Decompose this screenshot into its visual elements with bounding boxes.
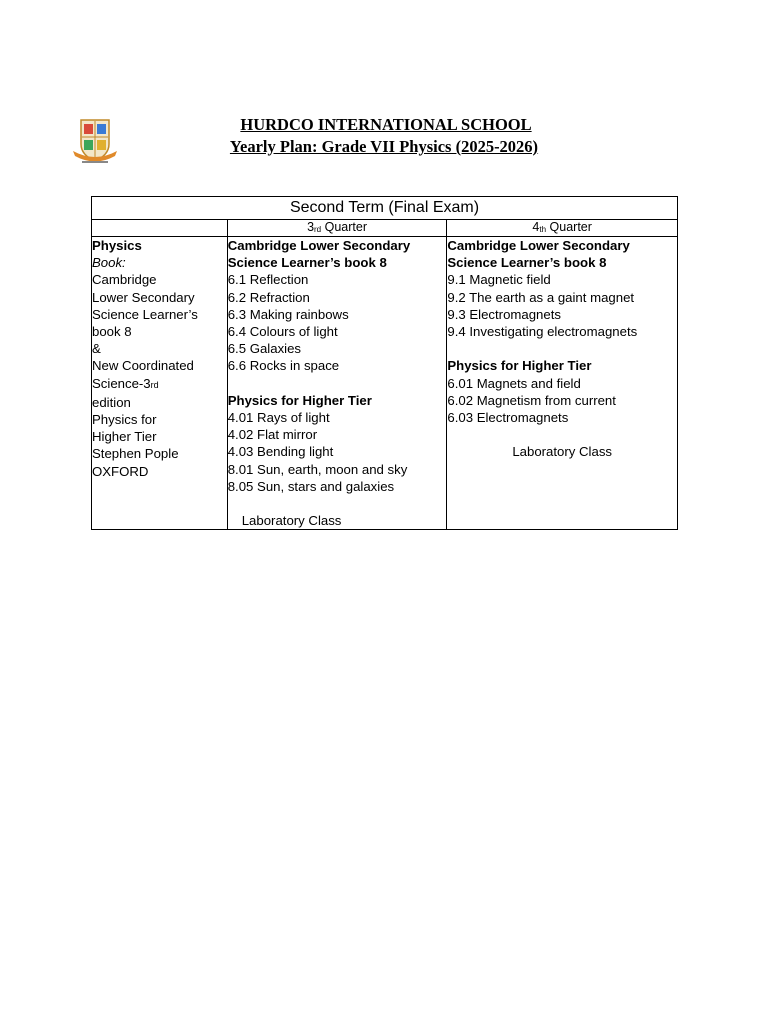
q4-tier-heading: Physics for Higher Tier bbox=[447, 358, 592, 374]
q4-number: 4 bbox=[532, 220, 540, 234]
q3-book-heading: Cambridge Lower Secondary bbox=[227, 238, 411, 253]
yearly-plan-table bbox=[91, 196, 678, 530]
spacer bbox=[447, 340, 677, 357]
q4-word: Quarter bbox=[549, 220, 592, 234]
q3-tier-topic: 8.05 Sun, stars and galaxies bbox=[227, 478, 395, 494]
q4-tier-topic: 6.03 Electromagnets bbox=[447, 410, 569, 426]
q4-tier-topic: 6.01 Magnets and field bbox=[447, 375, 581, 391]
school-name: HURDCO INTERNATIONAL SCHOOL bbox=[240, 115, 532, 134]
term-title: Second Term (Final Exam) bbox=[92, 197, 678, 220]
document-header bbox=[0, 114, 768, 158]
book-line: book 8 bbox=[92, 324, 132, 340]
fourth-quarter-cell bbox=[447, 237, 678, 530]
book-line: Lower Secondary bbox=[92, 289, 195, 305]
science-prefix: Science-3 bbox=[92, 375, 151, 391]
q3-lab-class: Laboratory Class bbox=[241, 513, 342, 529]
q4-topic: 9.2 The earth as a gaint magnet bbox=[447, 289, 635, 305]
subject-label: Physics bbox=[92, 238, 142, 253]
empty-header-cell bbox=[92, 220, 228, 237]
third-quarter-cell bbox=[227, 237, 447, 530]
q3-suffix: rd bbox=[314, 225, 322, 234]
q3-tier-topic: 4.01 Rays of light bbox=[227, 410, 330, 426]
q4-topic: 9.1 Magnetic field bbox=[447, 272, 551, 288]
q3-tier-topic: 8.01 Sun, earth, moon and sky bbox=[227, 461, 408, 477]
spacer bbox=[228, 375, 447, 392]
book-line: Science Learner’s bbox=[92, 306, 198, 322]
q3-topic: 6.1 Reflection bbox=[227, 272, 309, 288]
content-row bbox=[92, 237, 678, 530]
book-line: Cambridge bbox=[92, 272, 157, 288]
q4-suffix: th bbox=[539, 225, 547, 234]
book-line: Physics for bbox=[92, 412, 157, 428]
q3-word: Quarter bbox=[324, 220, 368, 234]
q4-topic: 9.3 Electromagnets bbox=[447, 306, 561, 322]
q3-tier-topic: 4.03 Bending light bbox=[227, 444, 334, 460]
book-line: Stephen Pople bbox=[92, 446, 179, 462]
term-row bbox=[92, 197, 678, 220]
q3-topic: 6.6 Rocks in space bbox=[227, 358, 340, 374]
q4-book-heading: Cambridge Lower Secondary bbox=[447, 238, 630, 253]
q3-topic: 6.5 Galaxies bbox=[227, 341, 302, 357]
q4-lab-class: Laboratory Class bbox=[512, 444, 613, 460]
q3-book-heading: Science Learner’s book 8 bbox=[227, 255, 387, 271]
science-suffix: rd bbox=[150, 379, 159, 390]
q3-topic: 6.2 Refraction bbox=[227, 289, 310, 305]
spacer bbox=[447, 426, 677, 443]
q3-topic: 6.4 Colours of light bbox=[227, 324, 338, 340]
book-line: edition bbox=[92, 394, 131, 410]
q3-number: 3 bbox=[307, 220, 315, 234]
book-label: Book: bbox=[92, 255, 126, 271]
book-line: New Coordinated bbox=[92, 358, 194, 374]
q4-book-heading: Science Learner’s book 8 bbox=[447, 255, 607, 271]
spacer bbox=[228, 495, 447, 512]
q4-tier-topic: 6.02 Magnetism from current bbox=[447, 392, 616, 408]
q3-tier-heading: Physics for Higher Tier bbox=[227, 392, 372, 408]
fourth-quarter-header bbox=[447, 220, 678, 237]
q4-topic: 9.4 Investigating electromagnets bbox=[447, 324, 638, 340]
q3-topic: 6.3 Making rainbows bbox=[227, 306, 349, 322]
third-quarter-header bbox=[227, 220, 447, 237]
book-line: Higher Tier bbox=[92, 429, 157, 445]
book-line-edition bbox=[92, 375, 227, 394]
book-line: OXFORD bbox=[92, 463, 149, 479]
book-info-cell bbox=[92, 237, 228, 530]
book-line: & bbox=[92, 341, 101, 357]
quarter-header-row bbox=[92, 220, 678, 237]
plan-title: Yearly Plan: Grade VII Physics (2025-2026) bbox=[229, 137, 539, 156]
q3-tier-topic: 4.02 Flat mirror bbox=[227, 427, 318, 443]
